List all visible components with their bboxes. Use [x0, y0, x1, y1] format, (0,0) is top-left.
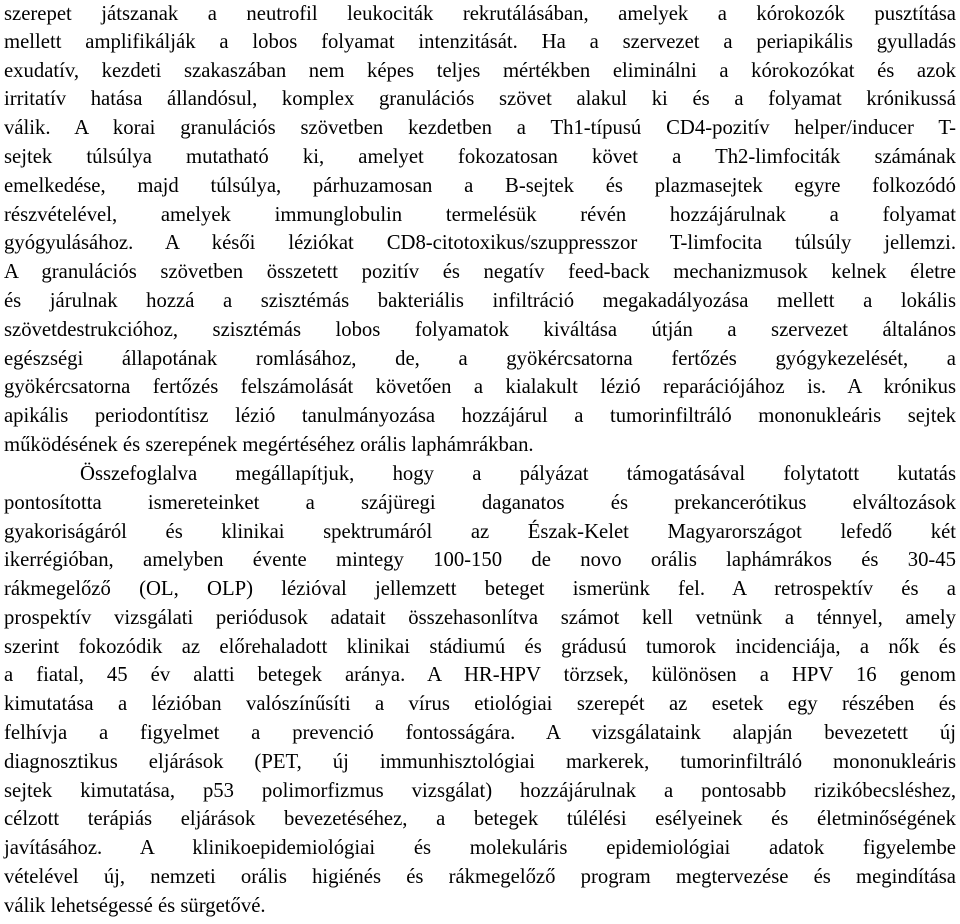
text-line: szerepet játszanak a neutrofil leukociták rekrutálásában, amelyek a kórokozók pusztítása	[4, 3, 956, 25]
text-line: rákmegelőző (OL, OLP) lézióval jellemzett beteget ismerünk fel. A retrospektív és a	[4, 578, 956, 600]
text-line: válik lehetségessé és sürgetővé.	[4, 895, 266, 917]
text-line: kimutatása a lézióban valószínűsíti a vírus etiológiai szerepét az esetek egy részében és	[4, 693, 956, 715]
text-line: irritatív hatása állandósul, komplex granulációs szövet alakul ki és a folyamat krónikussá	[4, 88, 956, 110]
text-line: gyökércsatorna fertőzés felszámolását követően a kialakult lézió reparációjához is. A krónikus	[4, 376, 956, 398]
text-line: a fiatal, 45 év alatti betegek aránya. A HR-HPV törzsek, különösen a HPV 16 genom	[4, 664, 956, 686]
text-line: apikális periodontítisz lézió tanulmányozása hozzájárul a tumorinfiltráló mononukleáris sejtek	[4, 405, 956, 427]
text-line: pontosította ismereteinket a szájüregi daganatos és prekancerótikus elváltozások	[4, 492, 956, 514]
text-line: Összefoglalva megállapítjuk, hogy a pályázat támogatásával folytatott kutatás	[80, 463, 956, 485]
text-line: emelkedése, majd túlsúlya, párhuzamosan a B-sejtek és plazmasejtek egyre folkozódó	[4, 175, 956, 197]
text-line: A granulációs szövetben összetett pozitív és negatív feed-back mechanizmusok kelnek életre	[4, 261, 956, 283]
text-line: vételével új, nemzeti orális higiénés és rákmegelőző program megtervezése és megindítása	[4, 866, 956, 888]
text-line: és járulnak hozzá a szisztémás bakteriális infiltráció megakadályozása mellett a lokális	[4, 290, 956, 312]
text-line: részvételével, amelyek immunglobulin termelésük révén hozzájárulnak a folyamat	[4, 204, 956, 226]
text-line: célzott terápiás eljárások bevezetéséhez, a betegek túlélési esélyeinek és életminőségének	[4, 808, 956, 830]
text-line: gyakoriságáról és klinikai spektrumáról az Észak-Kelet Magyarországot lefedő két	[4, 521, 956, 543]
text-line: válik. A korai granulációs szövetben kezdetben a Th1-típusú CD4-pozitív helper/inducer T-	[4, 117, 956, 139]
text-line: felhívja a figyelmet a prevenció fontosságára. A vizsgálataink alapján bevezetett új	[4, 722, 956, 744]
text-line: ikerrégióban, amelyben évente mintegy 100-150 de novo orális laphámrákos és 30-45	[4, 549, 956, 571]
text-line: gyógyulásához. A késői léziókat CD8-citotoxikus/szuppresszor T-limfocita túlsúly jellemzi.	[4, 232, 956, 254]
text-line: működésének és szerepének megértéséhez orális laphámrákban.	[4, 434, 534, 456]
text-line: javításához. A klinikoepidemiológiai és molekuláris epidemiológiai adatok figyelembe	[4, 837, 956, 859]
text-line: egészségi állapotának romlásához, de, a gyökércsatorna fertőzés gyógykezelését, a	[4, 348, 956, 370]
text-line: szerint fokozódik az előrehaladott klinikai stádiumú és grádusú tumorok incidenciája, a nők és	[4, 636, 956, 658]
text-line: szövetdestrukcióhoz, szisztémás lobos folyamatok kiváltása útján a szervezet általános	[4, 319, 956, 341]
text-line: prospektív vizsgálati periódusok adatait összehasonlítva számot kell vetnünk a ténnyel, amely	[4, 607, 956, 629]
text-line: sejtek túlsúlya mutatható ki, amelyet fokozatosan követ a Th2-limfociták számának	[4, 146, 956, 168]
text-line: diagnosztikus eljárások (PET, új immunhisztológiai markerek, tumorinfiltráló mononukleáris	[4, 751, 956, 773]
text-line: sejtek kimutatása, p53 polimorfizmus vizsgálat) hozzájárulnak a pontosabb rizikóbecsléshez,	[4, 780, 956, 802]
text-line: mellett amplifikálják a lobos folyamat intenzitását. Ha a szervezet a periapikális gyulladás	[4, 31, 956, 53]
text-line: exudatív, kezdeti szakaszában nem képes teljes mértékben eliminálni a kórokozókat és azok	[4, 60, 956, 82]
